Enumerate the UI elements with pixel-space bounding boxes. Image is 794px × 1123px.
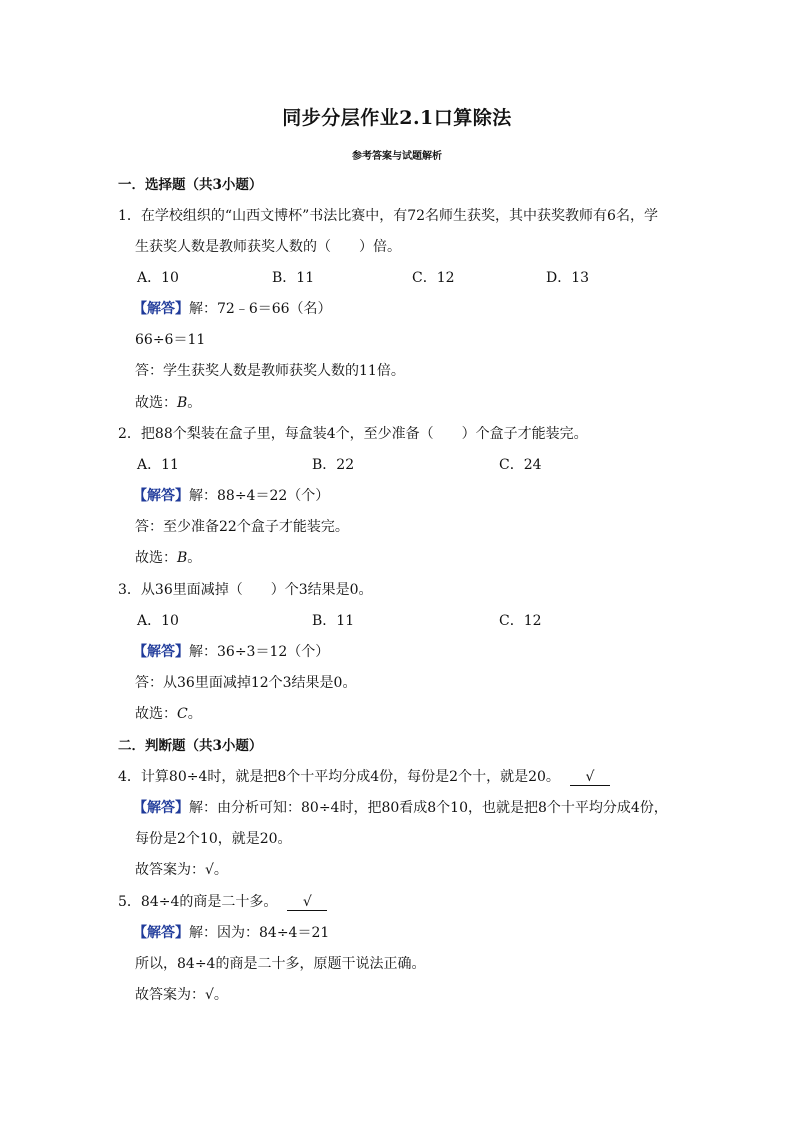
section-heading-choice: 一．选择题（共3小题） — [118, 177, 263, 193]
q2-option-c: C．24 — [499, 457, 542, 473]
q3-option-a: A．10 — [137, 613, 179, 629]
q1-stem-line1: 1．在学校组织的“山西文博杯”书法比赛中，有72名师生获奖，其中获奖教师有6名，学 — [118, 208, 658, 224]
q3-solution-text1: 解：36÷3＝12（个） — [189, 644, 330, 660]
q4-stem-text: 4．计算80÷4时，就是把8个十平均分成4份，每份是2个十，就是20。 — [118, 769, 560, 785]
q4-solution-line3: 故答案为：√。 — [135, 862, 228, 878]
q5-solution-text1: 解：因为：84÷4＝21 — [189, 925, 330, 941]
q2-solution-text1: 解：88÷4＝22（个） — [189, 488, 330, 504]
q5-stem-text: 5．84÷4的商是二十多。 — [118, 894, 278, 910]
q1-solution-text1: 解：72﹣6＝66（名） — [189, 301, 332, 317]
q1-choice-prefix: 故选： — [135, 395, 177, 411]
q2-solution-line1 — [133, 487, 329, 505]
q1-choice-suffix: 。 — [187, 395, 202, 411]
q1-solution-line2: 66÷6＝11 — [135, 332, 206, 348]
q4-answer-tag: 【解答】 — [133, 800, 189, 816]
q1-answer-tag: 【解答】 — [133, 301, 189, 317]
q4-solution-line1 — [133, 799, 668, 817]
q2-choice-letter: B — [177, 550, 188, 566]
q1-option-d: D．13 — [546, 270, 590, 286]
q3-choice — [135, 705, 202, 723]
q5-answer-tag: 【解答】 — [133, 925, 189, 941]
q5-stem — [118, 893, 327, 911]
q3-option-b: B．11 — [312, 613, 355, 629]
q2-choice — [135, 549, 201, 567]
q3-stem-line1: 3．从36里面减掉（ ）个3结果是0。 — [118, 582, 373, 598]
q2-choice-prefix: 故选： — [135, 550, 177, 566]
q5-solution-line2: 所以，84÷4的商是二十多，原题干说法正确。 — [135, 956, 426, 972]
q4-solution-line2: 每份是2个10，就是20。 — [135, 831, 292, 847]
q3-solution-line1 — [133, 643, 329, 661]
q1-option-b: B．11 — [272, 270, 315, 286]
q1-solution-line1 — [133, 300, 332, 318]
q5-answer-blank: √ — [287, 894, 327, 911]
q2-option-b: B．22 — [312, 457, 355, 473]
page-title: 同步分层作业2.1口算除法 — [282, 107, 512, 129]
page-subtitle: 参考答案与试题解析 — [352, 151, 442, 162]
q3-solution-line2: 答：从36里面减掉12个3结果是0。 — [135, 675, 357, 691]
q3-choice-letter: C — [177, 706, 188, 722]
q2-option-a: A．11 — [137, 457, 179, 473]
q1-option-a: A．10 — [137, 270, 179, 286]
q1-solution-line3: 答：学生获奖人数是教师获奖人数的11倍。 — [135, 363, 405, 379]
q3-choice-prefix: 故选： — [135, 706, 177, 722]
q5-solution-line3: 故答案为：√。 — [135, 987, 228, 1003]
q1-choice-letter: B — [177, 395, 188, 411]
q4-answer-blank: √ — [570, 769, 610, 786]
q2-stem-line1: 2．把88个梨装在盒子里，每盒装4个，至少准备（ ）个盒子才能装完。 — [118, 426, 588, 442]
q3-choice-suffix: 。 — [187, 706, 202, 722]
q1-choice — [135, 394, 201, 412]
section-heading-judgment: 二．判断题（共3小题） — [118, 738, 263, 754]
q1-option-c: C．12 — [412, 270, 455, 286]
q2-answer-tag: 【解答】 — [133, 488, 189, 504]
q2-choice-suffix: 。 — [187, 550, 202, 566]
q1-stem-line2: 生获奖人数是教师获奖人数的（ ）倍。 — [135, 239, 401, 255]
q5-solution-line1 — [133, 924, 329, 942]
q4-stem — [118, 768, 610, 786]
q2-solution-line2: 答：至少准备22个盒子才能装完。 — [135, 519, 349, 535]
q4-solution-text1: 解：由分析可知：80÷4时，把80看成8个10，也就是把8个十平均分成4份， — [189, 800, 668, 816]
q3-answer-tag: 【解答】 — [133, 644, 189, 660]
q3-option-c: C．12 — [499, 613, 542, 629]
